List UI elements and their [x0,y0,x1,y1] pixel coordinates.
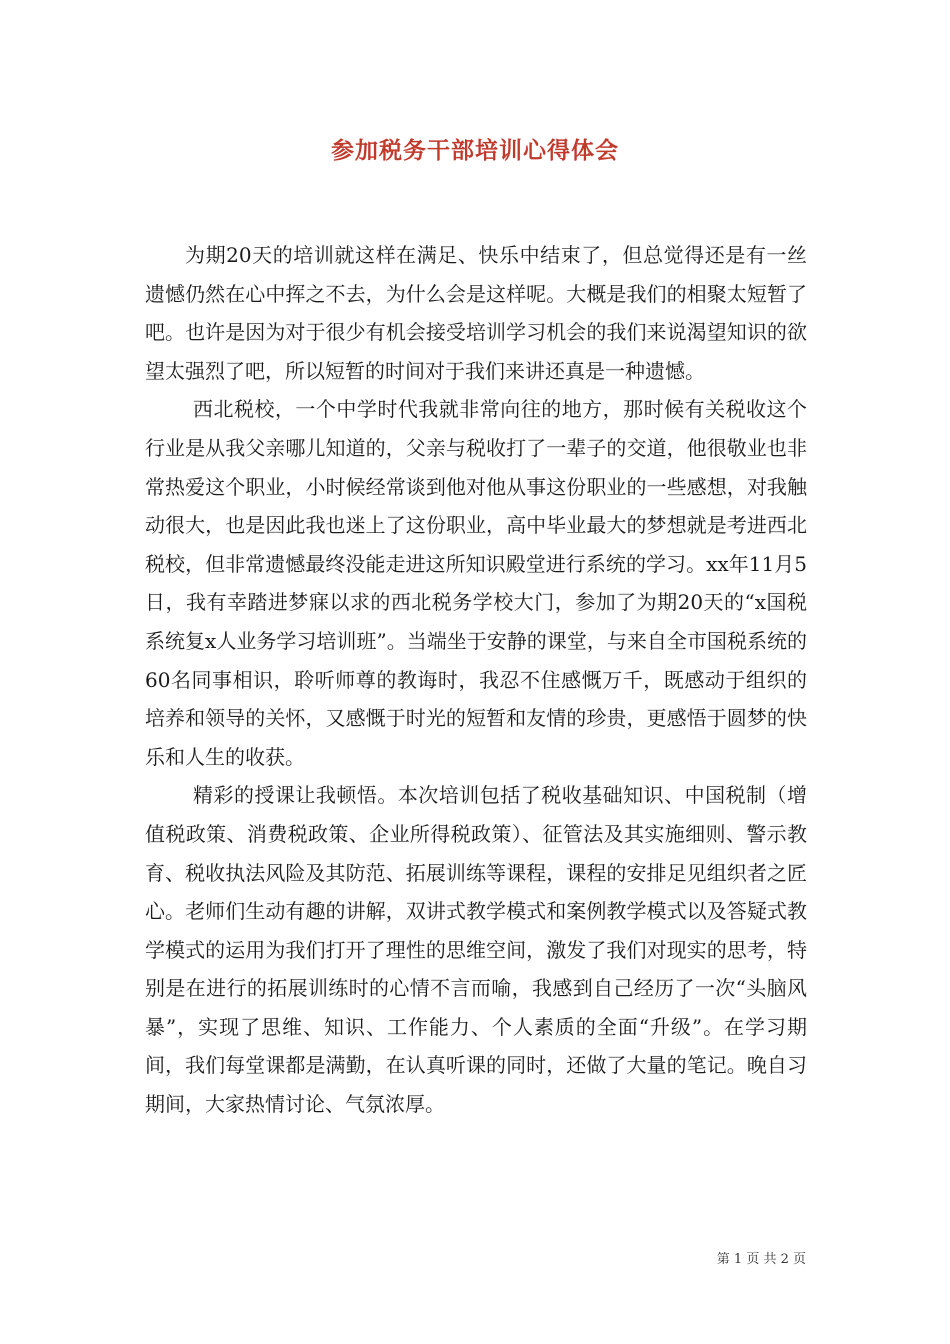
paragraph-1: 为期20天的培训就这样在满足、快乐中结束了，但总觉得还是有一丝遗憾仍然在心中挥之不去，为什么会是这样呢。大概是我们的相聚太短暂了吧。也许是因为对于很少有机会接受培训学习机会的我们来说渴望知识的欲望太强烈了吧，所以短暂的时间对于我们来讲还真是一种遗憾。 [145,243,807,383]
document-title: 参加税务干部培训心得体会 [331,137,619,164]
paragraph-2: 西北税校，一个中学时代我就非常向往的地方，那时候有关税收这个行业是从我父亲哪儿知道的，父亲与税收打了一辈子的交道，他很敬业也非常热爱这个职业，小时候经常谈到他对他从事这份职业的一些感想，对我触动很大，也是因此我也迷上了这份职业，高中毕业最大的梦想就是考进西北税校，但非常遗憾最终没能走进这所知识殿堂进行系统的学习。xx年11月5日，我有幸踏进梦寐以求的西北税务学校大门，参加了为期20天的“x国税系统复x人业务学习培训班”。当端坐于安静的课堂，与来自全市国税系统的60名同事相识，聆听师尊的教诲时，我忍不住感慨万千，既感动于组织的培养和领导的关怀，又感慨于时光的短暂和友情的珍贵，更感悟于圆梦的快乐和人生的收获。 [145,397,807,769]
document-body [145,236,807,1124]
page-number-footer: 第 1 页 共 2 页 [716,1252,806,1267]
paragraph-3: 精彩的授课让我顿悟。本次培训包括了税收基础知识、中国税制（增值税政策、消费税政策、企业所得税政策）、征管法及其实施细则、警示教育、税收执法风险及其防范、拓展训练等课程，课程的安排足见组织者之匠心。老师们生动有趣的讲解，双讲式教学模式和案例教学模式以及答疑式教学模式的运用为我们打开了理性的思维空间，激发了我们对现实的思考，特别是在进行的拓展训练时的心情不言而喻，我感到自己经历了一次“头脑风暴”，实现了思维、知识、工作能力、个人素质的全面“升级”。在学习期间，我们每堂课都是满勤，在认真听课的同时，还做了大量的笔记。晚自习期间，大家热情讨论、气氛浓厚。 [145,783,807,1117]
